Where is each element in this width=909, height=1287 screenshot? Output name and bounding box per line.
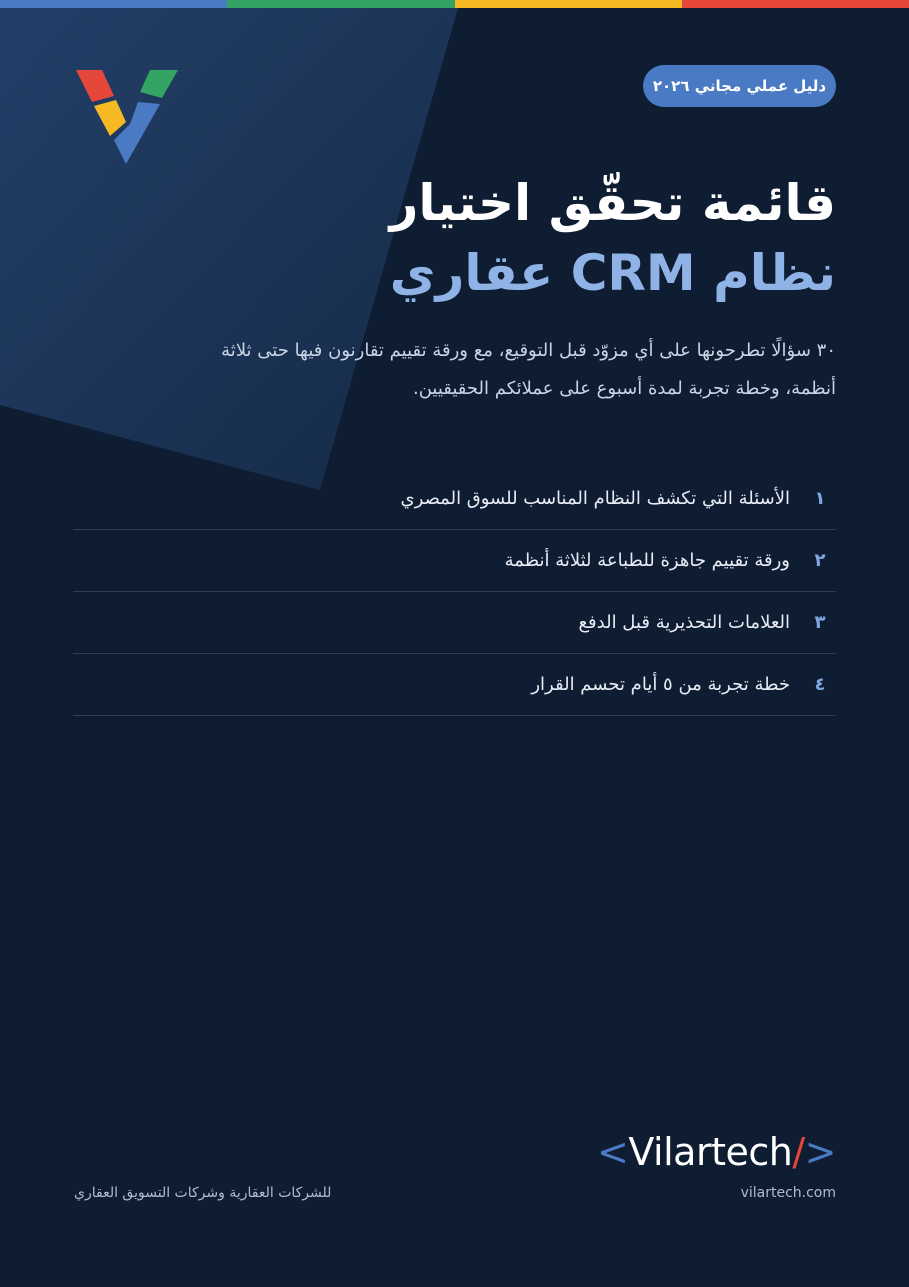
free-guide-badge: دليل عملي مجاني ٢٠٢٦ bbox=[643, 65, 836, 107]
brand-name: Vilartech bbox=[628, 1130, 793, 1174]
contents-list bbox=[73, 468, 836, 716]
list-item-text: العلامات التحذيرية قبل الدفع bbox=[578, 612, 790, 633]
list-item-text: ورقة تقييم جاهزة للطباعة لثلاثة أنظمة bbox=[504, 550, 790, 571]
list-item bbox=[73, 530, 836, 592]
footer-tagline: للشركات العقارية وشركات التسويق العقاري bbox=[74, 1185, 332, 1201]
list-item-number: ٤ bbox=[814, 674, 826, 695]
page-title-line-2: نظام CRM عقاري bbox=[389, 244, 836, 302]
list-item-number: ٢ bbox=[814, 550, 826, 571]
website-url: vilartech.com bbox=[740, 1185, 836, 1201]
list-item-number: ١ bbox=[814, 488, 826, 509]
brand-close-bracket: > bbox=[804, 1130, 836, 1174]
list-item bbox=[73, 468, 836, 530]
list-item bbox=[73, 654, 836, 716]
list-item-text: خطة تجربة من ٥ أيام تحسم القرار bbox=[531, 674, 790, 695]
v-logo-icon bbox=[74, 66, 180, 166]
brand-open-bracket: < bbox=[597, 1130, 629, 1174]
intro-paragraph: ٣٠ سؤالًا تطرحونها على أي مزوّد قبل التوقيع، مع ورقة تقييم تقارنون فيها حتى ثلاثة أنظمة، وخطة تجربة لمدة أسبوع على عملائكم الحقيقيين. bbox=[221, 340, 836, 399]
list-item bbox=[73, 592, 836, 654]
brand-slash: / bbox=[792, 1130, 805, 1174]
page-title-line-1: قائمة تحقّق اختيار bbox=[389, 174, 836, 232]
list-item-number: ٣ bbox=[814, 612, 826, 633]
list-item-text: الأسئلة التي تكشف النظام المناسب للسوق المصري bbox=[400, 488, 790, 509]
brand-wordmark bbox=[597, 1130, 836, 1174]
